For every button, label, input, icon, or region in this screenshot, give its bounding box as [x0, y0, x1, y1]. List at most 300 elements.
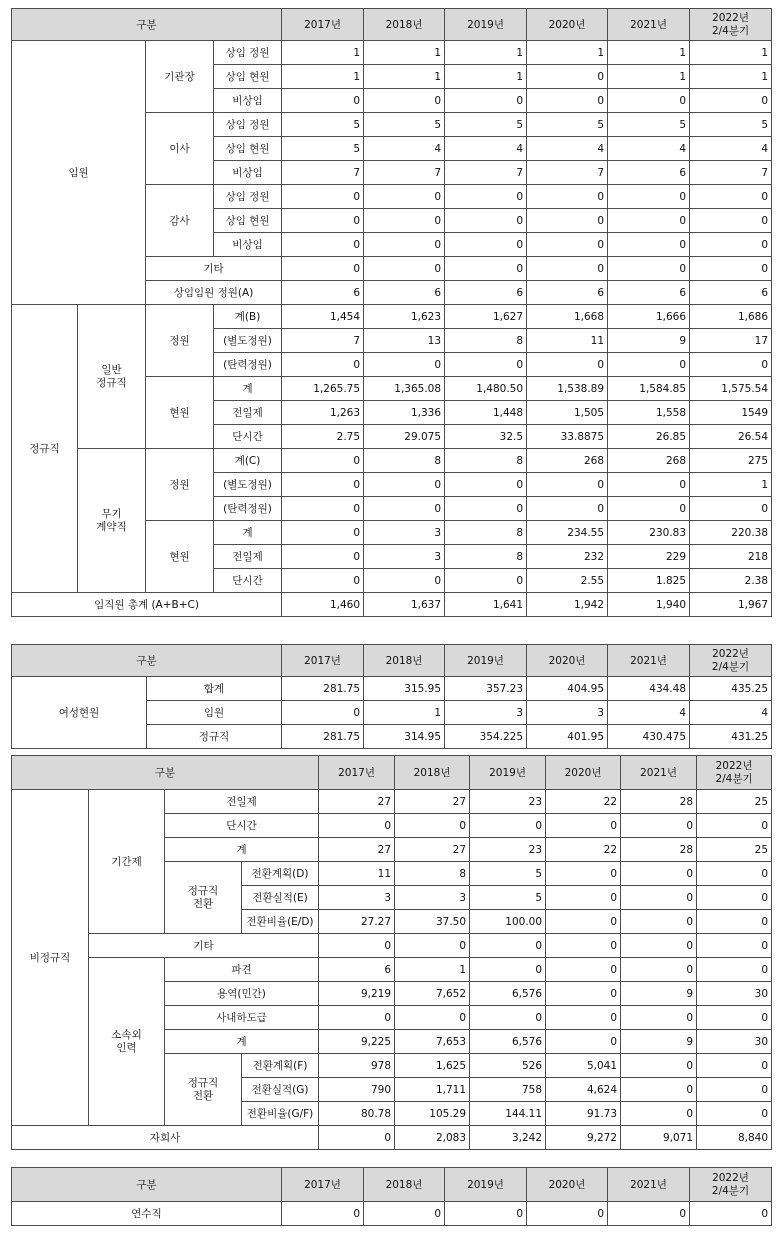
group-nonregular: 비정규직 [12, 790, 89, 1126]
value-cell: 9 [621, 1030, 697, 1054]
value-cell: 2.55 [527, 569, 608, 593]
table-row [12, 305, 772, 329]
row-label: 전환비율(E/D) [242, 910, 319, 934]
value-cell: 100.00 [470, 910, 546, 934]
header-year: 2019년 [445, 9, 527, 41]
value-cell: 0 [527, 473, 608, 497]
row-label: 계(C) [214, 449, 282, 473]
value-cell: 268 [527, 449, 608, 473]
value-cell: 0 [282, 497, 364, 521]
value-cell: 1,505 [527, 401, 608, 425]
value-cell: 0 [364, 89, 445, 113]
value-cell: 30 [697, 982, 772, 1006]
value-cell: 6 [608, 161, 690, 185]
value-cell: 3 [364, 545, 445, 569]
value-cell: 1,448 [445, 401, 527, 425]
header-year-2022-line2: 2/4분기 [711, 660, 750, 673]
value-cell: 6 [608, 281, 690, 305]
value-cell: 0 [690, 185, 772, 209]
value-cell: 3 [319, 886, 395, 910]
value-cell: 1 [364, 701, 445, 725]
value-cell: 7 [690, 161, 772, 185]
subgroup-auditor: 감사 [146, 185, 214, 257]
subgroup-outsourced [89, 958, 165, 1126]
value-cell: 1,637 [364, 593, 445, 617]
value-cell: 2,083 [395, 1126, 470, 1150]
value-cell: 0 [621, 1006, 697, 1030]
value-cell: 0 [608, 1202, 690, 1226]
value-cell: 7 [364, 161, 445, 185]
subgroup-director: 이사 [146, 113, 214, 185]
table-row [12, 958, 772, 982]
value-cell: 0 [282, 569, 364, 593]
value-cell: 1 [690, 41, 772, 65]
value-cell: 0 [608, 89, 690, 113]
value-cell: 435.25 [690, 677, 772, 701]
value-cell: 268 [608, 449, 690, 473]
row-label: 단시간 [214, 425, 282, 449]
value-cell: 8 [445, 449, 527, 473]
value-cell: 5 [282, 113, 364, 137]
value-cell: 0 [697, 814, 772, 838]
value-cell: 978 [319, 1054, 395, 1078]
row-label: 용역(민간) [165, 982, 319, 1006]
value-cell: 0 [282, 521, 364, 545]
value-cell: 354.225 [445, 725, 527, 749]
value-cell: 0 [697, 934, 772, 958]
value-cell: 1 [690, 65, 772, 89]
value-cell: 9,071 [621, 1126, 697, 1150]
value-cell: 1 [527, 41, 608, 65]
subgroup-conversion-line1: 정규직 [187, 884, 219, 897]
subgroup-general-line2: 정규직 [96, 376, 127, 389]
value-cell: 8 [445, 521, 527, 545]
subgroup-quota: 정원 [146, 305, 214, 377]
header-category: 구분 [12, 756, 319, 790]
header-year-2022 [697, 756, 772, 790]
header-year: 2021년 [621, 756, 697, 790]
value-cell: 1,942 [527, 593, 608, 617]
value-cell: 0 [608, 473, 690, 497]
value-cell: 357.23 [445, 677, 527, 701]
value-cell: 9 [621, 982, 697, 1006]
table-row [12, 1126, 772, 1150]
value-cell: 11 [527, 329, 608, 353]
value-cell: 790 [319, 1078, 395, 1102]
value-cell: 0 [621, 1078, 697, 1102]
header-year: 2018년 [364, 1168, 445, 1202]
value-cell: 0 [621, 814, 697, 838]
value-cell: 1,584.85 [608, 377, 690, 401]
value-cell: 8 [445, 329, 527, 353]
value-cell: 0 [364, 257, 445, 281]
row-label: 계(B) [214, 305, 282, 329]
value-cell: 9,272 [546, 1126, 621, 1150]
header-year: 2020년 [527, 1168, 608, 1202]
value-cell: 0 [395, 1006, 470, 1030]
subgroup-indef-line2: 계약직 [96, 520, 127, 533]
group-exec: 임원 [12, 41, 146, 305]
value-cell: 0 [608, 185, 690, 209]
value-cell: 3,242 [470, 1126, 546, 1150]
header-year: 2019년 [470, 756, 546, 790]
value-cell: 144.11 [470, 1102, 546, 1126]
value-cell: 0 [546, 814, 621, 838]
subgroup-current: 현원 [146, 377, 214, 449]
value-cell: 0 [608, 209, 690, 233]
value-cell: 0 [690, 89, 772, 113]
value-cell: 0 [364, 185, 445, 209]
value-cell: 0 [621, 910, 697, 934]
header-year: 2017년 [282, 9, 364, 41]
row-label: 계 [214, 521, 282, 545]
value-cell: 0 [364, 209, 445, 233]
header-year: 2020년 [527, 645, 608, 677]
value-cell: 4 [690, 137, 772, 161]
row-label: 비상임 [214, 233, 282, 257]
value-cell: 234.55 [527, 521, 608, 545]
row-label: 정규직 [147, 725, 282, 749]
subgroup-head-of-org: 기관장 [146, 41, 214, 113]
value-cell: 0 [445, 233, 527, 257]
value-cell: 2.38 [690, 569, 772, 593]
value-cell: 1,668 [527, 305, 608, 329]
value-cell: 0 [621, 1054, 697, 1078]
value-cell: 0 [282, 233, 364, 257]
value-cell: 7 [282, 329, 364, 353]
header-year-2022-line2: 2/4분기 [715, 772, 753, 785]
value-cell: 5 [445, 113, 527, 137]
value-cell: 0 [546, 1006, 621, 1030]
row-label: 전환실적(G) [242, 1078, 319, 1102]
row-label: (탄력정원) [214, 497, 282, 521]
value-cell: 0 [546, 1030, 621, 1054]
value-cell: 0 [282, 545, 364, 569]
value-cell: 0 [282, 209, 364, 233]
value-cell: 28 [621, 790, 697, 814]
workforce-table [11, 8, 772, 617]
header-category: 구분 [12, 1168, 282, 1202]
value-cell: 0 [527, 185, 608, 209]
header-year: 2017년 [282, 1168, 364, 1202]
value-cell: 0 [527, 497, 608, 521]
value-cell: 0 [395, 814, 470, 838]
row-label-total: 임직원 총계 (A+B+C) [12, 593, 282, 617]
row-label: 전일제 [214, 401, 282, 425]
header-year: 2018년 [364, 645, 445, 677]
value-cell: 30 [697, 1030, 772, 1054]
header-year: 2020년 [527, 9, 608, 41]
row-label: 합계 [147, 677, 282, 701]
header-year: 2019년 [445, 645, 527, 677]
row-label: 전일제 [214, 545, 282, 569]
value-cell: 0 [445, 569, 527, 593]
value-cell: 4 [527, 137, 608, 161]
value-cell: 0 [608, 257, 690, 281]
value-cell: 0 [282, 257, 364, 281]
value-cell: 2.75 [282, 425, 364, 449]
value-cell: 0 [608, 497, 690, 521]
row-label: 상임 정원 [214, 185, 282, 209]
nonregular-table [11, 755, 772, 1150]
value-cell: 404.95 [527, 677, 608, 701]
value-cell: 0 [621, 958, 697, 982]
value-cell: 5 [470, 862, 546, 886]
table-row [12, 1202, 772, 1226]
value-cell: 0 [470, 814, 546, 838]
header-category: 구분 [12, 645, 282, 677]
subgroup-conversion-line1: 정규직 [187, 1076, 219, 1089]
value-cell: 275 [690, 449, 772, 473]
value-cell: 1,623 [364, 305, 445, 329]
value-cell: 6 [319, 958, 395, 982]
header-year: 2017년 [282, 645, 364, 677]
value-cell: 80.78 [319, 1102, 395, 1126]
header-category: 구분 [12, 9, 282, 41]
value-cell: 7 [527, 161, 608, 185]
value-cell: 1,575.54 [690, 377, 772, 401]
header-year-2022-line1: 2022년 [712, 11, 749, 24]
value-cell: 1,460 [282, 593, 364, 617]
row-label: 비상임 [214, 161, 282, 185]
women-table [11, 644, 772, 749]
subgroup-indefinite-contract [78, 449, 146, 593]
value-cell: 25 [697, 838, 772, 862]
header-year: 2018년 [364, 9, 445, 41]
value-cell: 0 [319, 1006, 395, 1030]
value-cell: 6 [690, 281, 772, 305]
value-cell: 3 [364, 521, 445, 545]
value-cell: 0 [697, 886, 772, 910]
header-year-2022 [690, 9, 772, 41]
header-year: 2020년 [546, 756, 621, 790]
row-label: (별도정원) [214, 329, 282, 353]
row-label: 계 [214, 377, 282, 401]
value-cell: 1,666 [608, 305, 690, 329]
row-label: 상임 현원 [214, 137, 282, 161]
row-label-subsidiary: 자회사 [12, 1126, 319, 1150]
header-year: 2019년 [445, 1168, 527, 1202]
value-cell: 0 [470, 958, 546, 982]
value-cell: 0 [282, 89, 364, 113]
row-label-trainee: 연수직 [12, 1202, 282, 1226]
value-cell: 27 [319, 838, 395, 862]
value-cell: 0 [608, 353, 690, 377]
value-cell: 0 [470, 1006, 546, 1030]
value-cell: 0 [470, 934, 546, 958]
value-cell: 6 [445, 281, 527, 305]
value-cell: 0 [282, 1202, 364, 1226]
value-cell: 281.75 [282, 725, 364, 749]
value-cell: 1.825 [608, 569, 690, 593]
value-cell: 0 [697, 1078, 772, 1102]
value-cell: 4 [608, 701, 690, 725]
value-cell: 0 [690, 1202, 772, 1226]
value-cell: 1,365.08 [364, 377, 445, 401]
value-cell: 5 [364, 113, 445, 137]
value-cell: 8 [445, 545, 527, 569]
value-cell: 0 [621, 1102, 697, 1126]
value-cell: 0 [364, 569, 445, 593]
value-cell: 6,576 [470, 982, 546, 1006]
row-label: 상임 정원 [214, 41, 282, 65]
value-cell: 1549 [690, 401, 772, 425]
group-regular: 정규직 [12, 305, 78, 593]
value-cell: 1,538.89 [527, 377, 608, 401]
value-cell: 9 [608, 329, 690, 353]
value-cell: 0 [445, 257, 527, 281]
value-cell: 1 [282, 65, 364, 89]
row-label: 단시간 [165, 814, 319, 838]
value-cell: 0 [445, 1202, 527, 1226]
value-cell: 1,454 [282, 305, 364, 329]
value-cell: 4 [364, 137, 445, 161]
value-cell: 526 [470, 1054, 546, 1078]
value-cell: 13 [364, 329, 445, 353]
subgroup-outsourced-line1: 소속외 [111, 1028, 142, 1041]
row-label-other: 기타 [146, 257, 282, 281]
value-cell: 0 [282, 185, 364, 209]
value-cell: 0 [282, 353, 364, 377]
value-cell: 0 [364, 497, 445, 521]
value-cell: 0 [690, 257, 772, 281]
value-cell: 0 [621, 886, 697, 910]
subgroup-indef-line1: 무기 [101, 507, 122, 520]
header-year-2022-line2: 2/4분기 [711, 24, 750, 37]
value-cell: 1,265.75 [282, 377, 364, 401]
row-label: 사내하도급 [165, 1006, 319, 1030]
value-cell: 28 [621, 838, 697, 862]
value-cell: 5,041 [546, 1054, 621, 1078]
value-cell: 431.25 [690, 725, 772, 749]
value-cell: 27 [319, 790, 395, 814]
value-cell: 26.85 [608, 425, 690, 449]
value-cell: 9,225 [319, 1030, 395, 1054]
value-cell: 25 [697, 790, 772, 814]
value-cell: 22 [546, 838, 621, 862]
value-cell: 0 [690, 353, 772, 377]
value-cell: 8 [395, 862, 470, 886]
value-cell: 0 [445, 497, 527, 521]
value-cell: 0 [697, 1102, 772, 1126]
value-cell: 17 [690, 329, 772, 353]
value-cell: 1,940 [608, 593, 690, 617]
value-cell: 23 [470, 790, 546, 814]
value-cell: 0 [608, 233, 690, 257]
value-cell: 0 [282, 473, 364, 497]
value-cell: 1,627 [445, 305, 527, 329]
value-cell: 0 [546, 982, 621, 1006]
header-year-2022-line2: 2/4분기 [711, 1184, 750, 1197]
value-cell: 0 [546, 886, 621, 910]
group-women: 여성현원 [12, 677, 147, 749]
table-row [12, 449, 772, 473]
value-cell: 0 [445, 89, 527, 113]
value-cell: 37.50 [395, 910, 470, 934]
value-cell: 314.95 [364, 725, 445, 749]
value-cell: 0 [527, 209, 608, 233]
value-cell: 1 [364, 41, 445, 65]
row-label: 상임 현원 [214, 209, 282, 233]
table-row [12, 790, 772, 814]
value-cell: 0 [282, 701, 364, 725]
row-label: 전환실적(E) [242, 886, 319, 910]
value-cell: 1 [690, 473, 772, 497]
value-cell: 0 [395, 934, 470, 958]
value-cell: 5 [282, 137, 364, 161]
value-cell: 0 [364, 353, 445, 377]
header-year: 2021년 [608, 1168, 690, 1202]
value-cell: 0 [546, 910, 621, 934]
header-year-2022-line1: 2022년 [715, 759, 753, 772]
trainee-table [11, 1167, 772, 1226]
value-cell: 1 [364, 65, 445, 89]
value-cell: 430.475 [608, 725, 690, 749]
value-cell: 33.8875 [527, 425, 608, 449]
row-label: 계 [165, 1030, 319, 1054]
value-cell: 230.83 [608, 521, 690, 545]
value-cell: 1,558 [608, 401, 690, 425]
value-cell: 0 [527, 353, 608, 377]
value-cell: 281.75 [282, 677, 364, 701]
value-cell: 3 [445, 701, 527, 725]
value-cell: 105.29 [395, 1102, 470, 1126]
value-cell: 0 [527, 89, 608, 113]
value-cell: 11 [319, 862, 395, 886]
subgroup-conversion-line2: 전환 [192, 897, 214, 910]
value-cell: 0 [445, 185, 527, 209]
header-year-2022-line1: 2022년 [712, 1171, 749, 1184]
value-cell: 4 [445, 137, 527, 161]
subgroup-fixed-term: 기간제 [89, 790, 165, 934]
value-cell: 1 [445, 41, 527, 65]
value-cell: 0 [527, 65, 608, 89]
value-cell: 0 [445, 209, 527, 233]
value-cell: 6 [282, 281, 364, 305]
header-year-2022-line1: 2022년 [712, 647, 749, 660]
value-cell: 5 [690, 113, 772, 137]
value-cell: 0 [445, 353, 527, 377]
value-cell: 0 [697, 910, 772, 934]
row-label: 파견 [165, 958, 319, 982]
subgroup-general-regular [78, 305, 146, 449]
value-cell: 0 [527, 257, 608, 281]
value-cell: 32.5 [445, 425, 527, 449]
row-label: 임원 [147, 701, 282, 725]
value-cell: 0 [690, 497, 772, 521]
value-cell: 23 [470, 838, 546, 862]
value-cell: 1,336 [364, 401, 445, 425]
row-label-other: 기타 [89, 934, 319, 958]
value-cell: 6 [527, 281, 608, 305]
row-label: 전환계획(F) [242, 1054, 319, 1078]
value-cell: 758 [470, 1078, 546, 1102]
table-row [12, 41, 772, 65]
value-cell: 91.73 [546, 1102, 621, 1126]
row-label: 상임 정원 [214, 113, 282, 137]
value-cell: 0 [319, 814, 395, 838]
value-cell: 218 [690, 545, 772, 569]
value-cell: 27 [395, 838, 470, 862]
value-cell: 27.27 [319, 910, 395, 934]
value-cell: 4 [608, 137, 690, 161]
value-cell: 9,219 [319, 982, 395, 1006]
value-cell: 0 [546, 934, 621, 958]
value-cell: 1,641 [445, 593, 527, 617]
value-cell: 5 [527, 113, 608, 137]
value-cell: 3 [527, 701, 608, 725]
value-cell: 0 [697, 862, 772, 886]
